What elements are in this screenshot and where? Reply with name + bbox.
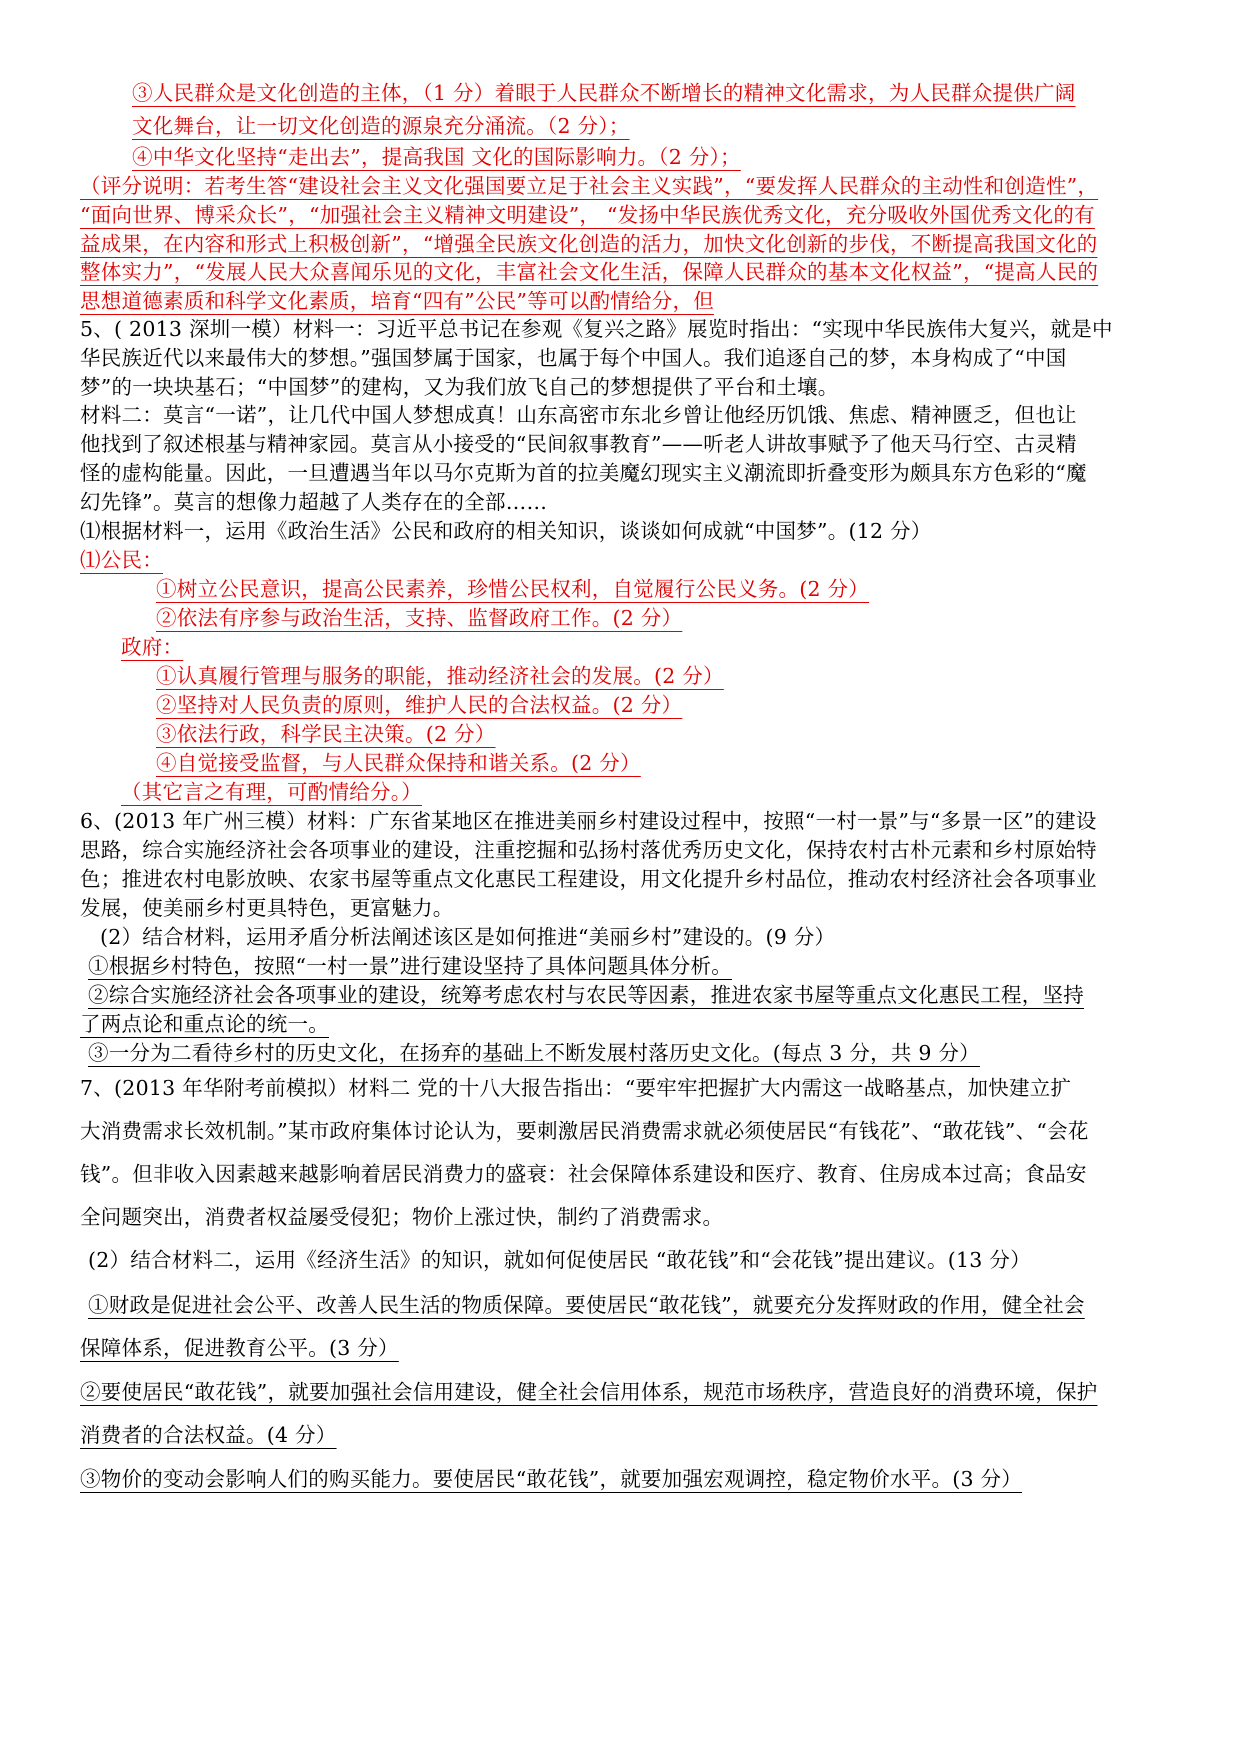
answer-line: 消费者的合法权益。(4 分）: [80, 1423, 337, 1447]
answer-line: ④中华文化坚持“走出去”，提高我国 文化的国际影响力。（2 分）；: [132, 145, 741, 169]
answer-note: （其它言之有理，可酌情给分。）: [121, 780, 422, 804]
answer-line: 文化舞台，让一切文化创造的源泉充分涌流。（2 分）；: [132, 114, 630, 138]
answer-line: ①认真履行管理与服务的职能，推动经济社会的发展。(2 分）: [156, 664, 724, 688]
question-5-text: 华民族近代以来最伟大的梦想。”强国梦属于国家，也属于每个中国人。我们追逐自己的梦，本身构成了“中国: [80, 346, 1067, 370]
answer-line: ②坚持对人民负责的原则，维护人民的合法权益。(2 分）: [156, 693, 683, 717]
question-5-text: 怪的虚构能量。因此，一旦遭遇当年以马尔克斯为首的拉美魔幻现实主义潮流即折叠变形为颇具东方色彩的“魔: [80, 461, 1087, 485]
scoring-note-line: “面向世界、博采众长”，“加强社会主义精神文明建设”， “发扬中华民族优秀文化，充分吸收外国优秀文化的有: [80, 203, 1095, 227]
question-6-text: 6、(2013 年广州三模）材料：广东省某地区在推进美丽乡村建设过程中，按照“一村一景”与“多景一区”的建设: [80, 809, 1097, 833]
question-7-prompt: (2）结合材料二，运用《经济生活》的知识，就如何促使居民 “敢花钱”和“会花钱”提出建议。(13 分）: [88, 1248, 1031, 1272]
scoring-note-line: 益成果，在内容和形式上积极创新”，“增强全民族文化创造的活力，加快文化创新的步伐，不断提高我国文化的: [80, 232, 1098, 256]
answer-line: ②要使居民“敢花钱”，就要加强社会信用建设，健全社会信用体系，规范市场秩序，营造良好的消费环境，保护: [80, 1380, 1098, 1404]
answer-line: ④自觉接受监督，与人民群众保持和谐关系。(2 分）: [156, 751, 641, 775]
question-5-text: 材料二：莫言“一诺”，让几代中国人梦想成真！山东高密市东北乡曾让他经历饥饿、焦虑、精神匮乏，但也让: [80, 403, 1077, 427]
answer-line: ①根据乡村特色，按照“一村一景”进行建设坚持了具体问题具体分析。: [88, 954, 732, 978]
answer-line: ③依法行政，科学民主决策。(2 分）: [156, 722, 496, 746]
answer-heading: 政府：: [121, 635, 184, 659]
answer-line: ③人民群众是文化创造的主体，（1 分）着眼于人民群众不断增长的精神文化需求，为人民群众提供广阔: [132, 81, 1076, 105]
question-6-text: 思路，综合实施经济社会各项事业的建设，注重挖掘和弘扬村落优秀历史文化，保持农村古朴元素和乡村原始特: [80, 838, 1097, 862]
question-7-text: 7、(2013 年华附考前模拟）材料二 党的十八大报告指出：“要牢牢把握扩大内需这一战略基点，加快建立扩: [80, 1076, 1072, 1100]
question-5-text: 梦”的一块块基石；“中国梦”的建构，又为我们放飞自己的梦想提供了平台和土壤。: [80, 375, 839, 399]
question-7-text: 钱”。但非收入因素越来越影响着居民消费力的盛衰：社会保障体系建设和医疗、教育、住房成本过高；食品安: [80, 1162, 1087, 1186]
question-5-text: 幻先锋”。莫言的想像力超越了人类存在的全部……: [80, 490, 548, 514]
scoring-note-line: 思想道德素质和科学文化素质，培育“四有”公民”等可以酌情给分，但: [80, 289, 714, 313]
answer-line: ②综合实施经济社会各项事业的建设，统筹考虑农村与农民等因素，推进农家书屋等重点文化惠民工程，坚持: [88, 983, 1084, 1007]
answer-line: 保障体系，促进教育公平。(3 分）: [80, 1336, 399, 1360]
scoring-note-line: 整体实力”，“发展人民大众喜闻乐见的文化，丰富社会文化生活，保障人民群众的基本文化权益”，“提高人民的: [80, 260, 1099, 284]
answer-line: ②依法有序参与政治生活，支持、监督政府工作。(2 分）: [156, 606, 683, 630]
question-5-prompt: ⑴根据材料一，运用《政治生活》公民和政府的相关知识，谈谈如何成就“中国梦”。(12 分）: [80, 519, 932, 543]
answer-line: ③一分为二看待乡村的历史文化，在扬弃的基础上不断发展村落历史文化。(每点 3 分，共 9 分）: [88, 1041, 980, 1065]
question-7-text: 全问题突出，消费者权益屡受侵犯；物价上涨过快，制约了消费需求。: [80, 1205, 724, 1229]
answer-line: 了两点论和重点论的统一。: [80, 1012, 329, 1036]
question-7-text: 大消费需求长效机制。”某市政府集体讨论认为，要刺激居民消费需求就必须使居民“有钱花”、“敢花钱”、“会花: [80, 1119, 1089, 1143]
answer-line: ①财政是促进社会公平、改善人民生活的物质保障。要使居民“敢花钱”，就要充分发挥财政的作用，健全社会: [88, 1293, 1085, 1317]
question-6-text: 色；推进农村电影放映、农家书屋等重点文化惠民工程建设，用文化提升乡村品位，推动农村经济社会各项事业: [80, 867, 1097, 891]
answer-line: ③物价的变动会影响人们的购买能力。要使居民“敢花钱”，就要加强宏观调控，稳定物价水平。(3 分）: [80, 1467, 1023, 1491]
question-5-text: 他找到了叙述根基与精神家园。莫言从小接受的“民间叙事教育”——听老人讲故事赋予了他天马行空、古灵精: [80, 432, 1077, 456]
question-6-text: 发展，使美丽乡村更具特色，更富魅力。: [80, 896, 454, 920]
question-6-prompt: (2）结合材料，运用矛盾分析法阐述该区是如何推进“美丽乡村”建设的。(9 分）: [100, 925, 836, 949]
scoring-note-line: （评分说明：若考生答“建设社会主义文化强国要立足于社会主义实践”，“要发挥人民群众的主动性和创造性”，: [80, 174, 1099, 198]
question-5-text: 5、( 2013 深圳一模）材料一：习近平总书记在参观《复兴之路》展览时指出：“实现中华民族伟大复兴，就是中: [80, 317, 1113, 341]
answer-line: ①树立公民意识，提高公民素养，珍惜公民权利，自觉履行公民义务。(2 分）: [156, 577, 870, 601]
answer-heading: ⑴公民：: [80, 548, 163, 572]
